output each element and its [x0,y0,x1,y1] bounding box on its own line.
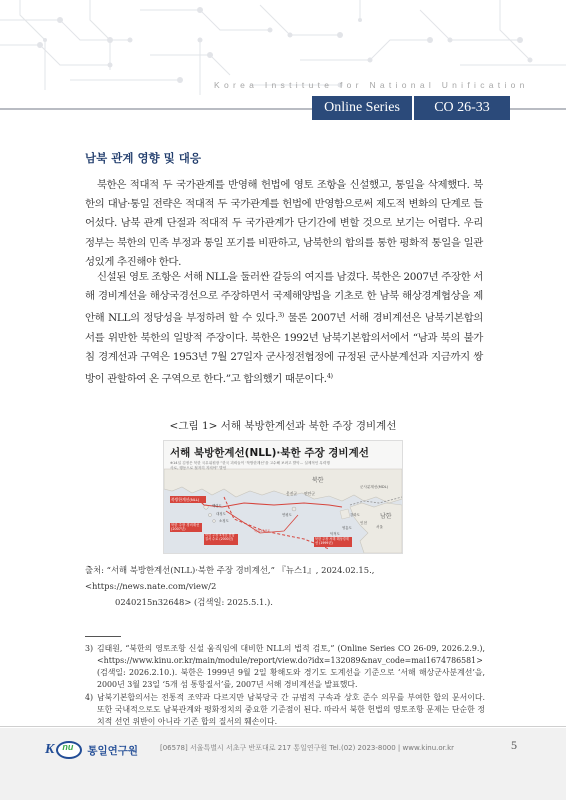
series-code-label: CO 26-33 [414,96,510,120]
map-label-nll: 북방한계선(NLL) [171,497,200,502]
map-label-yeonan: 연안군 [304,491,316,496]
logo-letter: K [45,742,55,757]
map-label-nk-claim-2007: 북한 주장 경비계선 (2007년) [171,523,200,532]
daecheong-island [208,513,211,516]
footnote-text: 남북기본합의서는 전통적 조약과 다르지만 남북당국 간 규범적 구속과 상호 준수 의무를 부여한 합의 문서이다. 또한 국내적으로도 남북관계와 평화정치의 중요한 기준점이 된다. 따라서 북한 헌법의 영토조항 문제는 단순한 정치적 선언 위반이 아니라 기존 합의 질서의 훼손이다. [97,693,485,726]
footnote-number: 4) [85,693,94,702]
section-title: 남북 관계 영향 및 대응 [85,151,201,165]
footnote-3 [85,643,485,691]
footnote-divider [85,636,121,637]
paragraph-2-text-b: 물론 2007년 서해 경비계선은 남북기본합의서를 위반한 북한의 일방적 주장이다. 북한은 1992년 남북기본합의서에서 “남과 북의 불가침 경계선과 구역은 1953년 7월 27일자 군사정전협정에 규정된 군사분계선과 지금까지 쌍방이 관할하여 온 구역으로 한다.”고 합의했기 때문이다. [85,312,483,386]
logo-institute-name: 통일연구원 [87,744,139,757]
footnotes-block [85,643,485,729]
map-label-ongjin: 옹진군 [286,491,298,496]
map-label-deokjeok: 덕적도 [330,532,340,536]
map-label-socheong: 소청도 [219,519,229,523]
map-label-daecheong: 대청도 [216,512,226,516]
map-label-baengnyeong: 백령도 [212,504,222,508]
institute-name-header: Korea Institute for National Unification [214,80,529,90]
map-label-north-korea: 북한 [312,477,324,484]
map-label-nk-5islands: 북한 주장 5개섬 통항질서 수로 (2000년) [205,533,235,541]
map-label-yeonpyeong: 연평도 [282,513,292,517]
map-label-nk-claim-1999: 북한 주장 서해 해상경계선 (1999년) [315,537,349,546]
footnote-text: 김태원, “북한의 영토조항 신설 움직임에 대비한 NLL의 법적 검토,” (Online Series CO 26-09, 2026.2.9.), <https://www.kinu.or.kr/main/module/report/view.do?idx=132089&nav_code=mai1674786581> (검색일: 2026.2.10.). 북한은 1999년 9월 2일 황해도와 경기도 도계선을 기준으로 ‘서해 해상군사분계선’을, 2000년 3월 23일 ‘5개 섬 통항질서’를, 2007년 서해 경비계선을 발표했다. [97,644,485,689]
source-line-1: 출처: “서해 북방한계선(NLL)·북한 주장 경비계선,” 『뉴스1』, 2024.02.15., <https://news.nate.com/view/2 [85,565,375,591]
map-label-incheon: 인천 [360,521,367,525]
socheong-island [213,520,216,523]
page-number: 5 [511,738,517,752]
body-paragraph-1: 북한은 적대적 두 국가관계를 반영해 헌법에 영토 조항을 신설했고, 통일을 삭제했다. 북한의 대남·통일 전략은 적대적 두 국가관계를 헌법에 반영함으로써 제도적 변화의 단계로 들어섰다. 남북 관계 단절과 적대적 두 국가관계가 단기간에 변할 것으로 보기는 어렵다. 우리 정부는 북한의 민족 부정과 통일 포기를 비판하고, 남북한의 합의를 통한 평화적 통일을 일관성있게 추진해야 한다. [85,179,483,268]
footer-address: [06578] 서울특별시 서초구 반포대로 217 통일연구원 Tel.(02) 2023-8000 | www.kinu.or.kr [160,744,455,752]
body-paragraph-2 [85,268,483,389]
nll-map-figure [163,440,403,554]
map-label-mdl: 군사분계선(MDL) [360,485,389,489]
map-label-south-korea: 남한 [380,513,392,520]
figure-map-subtitle: ※14일 김정은 북한 국무위원장 “한국 괴뢰들이 ‘북방한계선’을 고수해 보려고 발악… 실제적인 무력행사로, 행동으로 철저히 지켜야” 발언 [170,461,330,470]
series-rule-right [510,108,566,110]
page-footer [0,728,566,800]
figure-caption: <그림 1> 서해 북방한계선과 북한 주장 경비계선 [169,420,397,432]
kinu-logo [45,740,138,760]
ganghwa-island [340,509,350,519]
source-line-2: 0240215n32648> (검색일: 2025.5.1.). [115,597,273,607]
footnote-4 [85,692,485,728]
map-label-ganghwa: 강화도 [350,513,360,517]
footnote-ref-3[interactable]: 3) [277,311,284,320]
logo-mark-text: nu [62,742,74,752]
map-label-seoul: 서울 [376,525,383,529]
paragraph-2-text-a: 신설된 영토 조항은 서해 NLL을 둘러싼 갈등의 여지를 남겼다. 북한은 2007년 주장한 서해 경비계선을 해상국경선으로 주장하면서 국제해양법을 기초로 한 남북 해상경계협상을 제안해 NLL의 정당성을 부정하려 할 수 있다. [85,271,483,325]
map-label-lat37-5: 북위37.5도 [254,529,271,533]
series-bar [0,96,566,122]
series-name-label: Online Series [312,96,412,120]
footnote-ref-4[interactable]: 4) [326,372,333,381]
footer-divider [0,726,566,727]
yeonpyeong-island [292,507,296,511]
figure-map-title: 서해 북방한계선(NLL)·북한 주장 경비계선 [170,447,369,459]
map-label-yeongheung: 영흥도 [342,526,352,530]
figure-source [85,562,485,610]
series-rule-left [0,108,312,110]
logo-mark-icon [56,741,82,759]
footnote-number: 3) [85,644,94,653]
